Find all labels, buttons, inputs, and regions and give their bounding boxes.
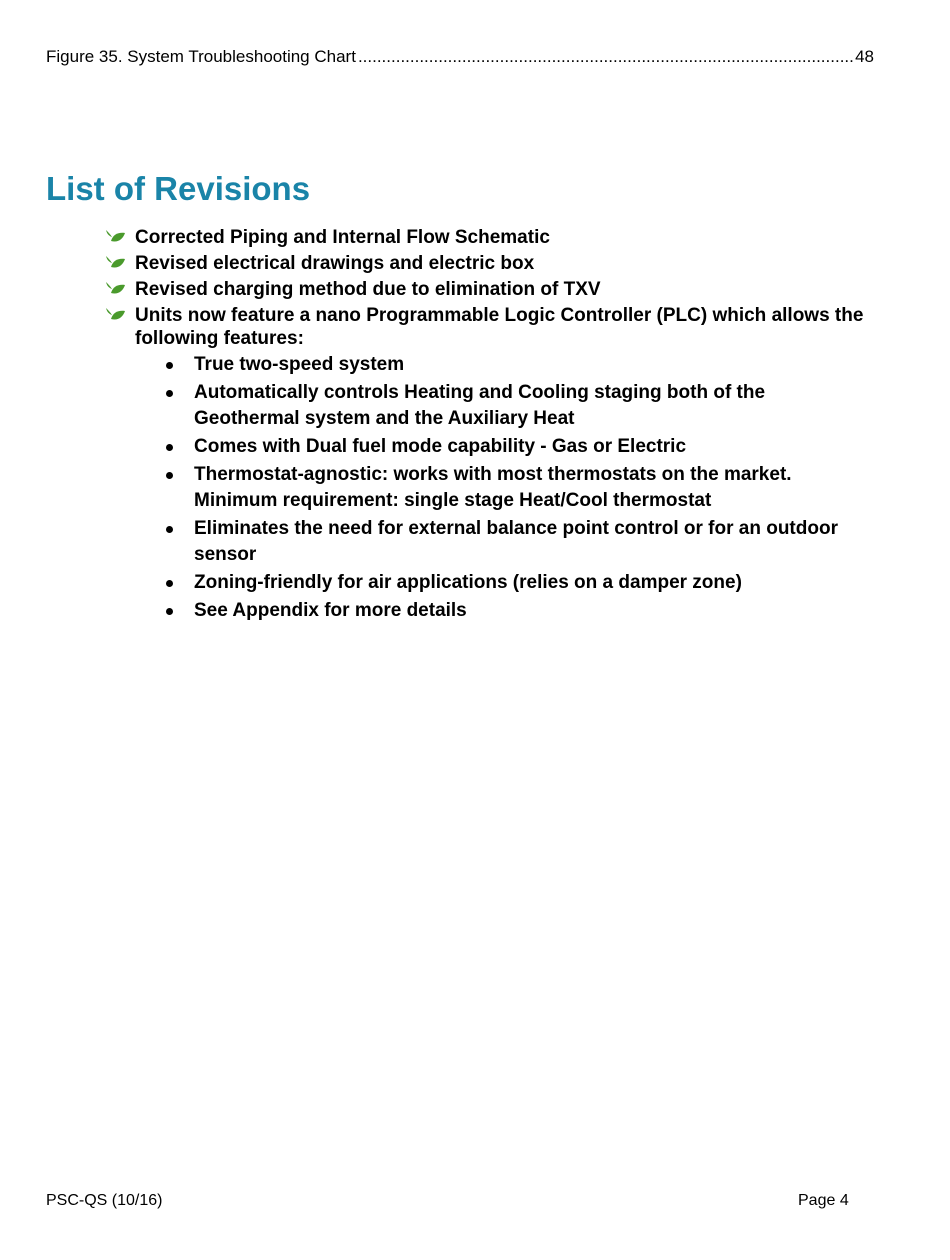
feature-item [135, 516, 874, 568]
toc-page-number: 48 [855, 47, 874, 66]
leaf-icon [104, 228, 126, 246]
footer-page-number: Page 4 [798, 1192, 849, 1209]
revision-item [104, 278, 874, 301]
round-bullet [166, 472, 173, 479]
leaf-icon [104, 280, 126, 298]
features-list [135, 352, 874, 624]
revisions-list [104, 226, 874, 627]
section-heading: List of Revisions [46, 170, 311, 207]
toc-entry-figure-35[interactable] [46, 46, 874, 68]
revision-text: Revised electrical drawings and electric box [135, 253, 535, 274]
feature-text: Thermostat-agnostic: works with most thermostats on the market. Minimum requirement: single stage Heat/Cool thermostat [194, 464, 792, 511]
round-bullet [166, 390, 173, 397]
round-bullet [166, 444, 173, 451]
feature-text: Automatically controls Heating and Cooling staging both of the Geothermal system and the Auxiliary Heat [194, 382, 766, 429]
feature-text: Zoning-friendly for air applications (relies on a damper zone) [194, 572, 742, 593]
feature-text: True two-speed system [194, 354, 405, 375]
revision-item [104, 304, 874, 624]
revision-text: Units now feature a nano Programmable Logic Controller (PLC) which allows the following features: [135, 305, 864, 349]
round-bullet [166, 608, 173, 615]
toc-dot-leader [358, 46, 853, 68]
revision-text: Corrected Piping and Internal Flow Schematic [135, 227, 550, 248]
leaf-icon [104, 254, 126, 272]
revision-item [104, 226, 874, 249]
feature-item [135, 598, 874, 624]
feature-item [135, 380, 874, 432]
feature-text: Eliminates the need for external balance point control or for an outdoor sensor [194, 518, 838, 565]
footer-doc-code: PSC-QS (10/16) [46, 1192, 163, 1209]
revision-item [104, 252, 874, 275]
leaf-icon [104, 306, 126, 324]
toc-entry-label: Figure 35. System Troubleshooting Chart [46, 47, 356, 66]
feature-item [135, 434, 874, 460]
revision-text: Revised charging method due to elimination of TXV [135, 279, 601, 300]
round-bullet [166, 580, 173, 587]
feature-text: See Appendix for more details [194, 600, 467, 621]
feature-item [135, 570, 874, 596]
round-bullet [166, 526, 173, 533]
round-bullet [166, 362, 173, 369]
feature-text: Comes with Dual fuel mode capability - Gas or Electric [194, 436, 687, 457]
feature-item [135, 352, 874, 378]
feature-item [135, 462, 874, 514]
